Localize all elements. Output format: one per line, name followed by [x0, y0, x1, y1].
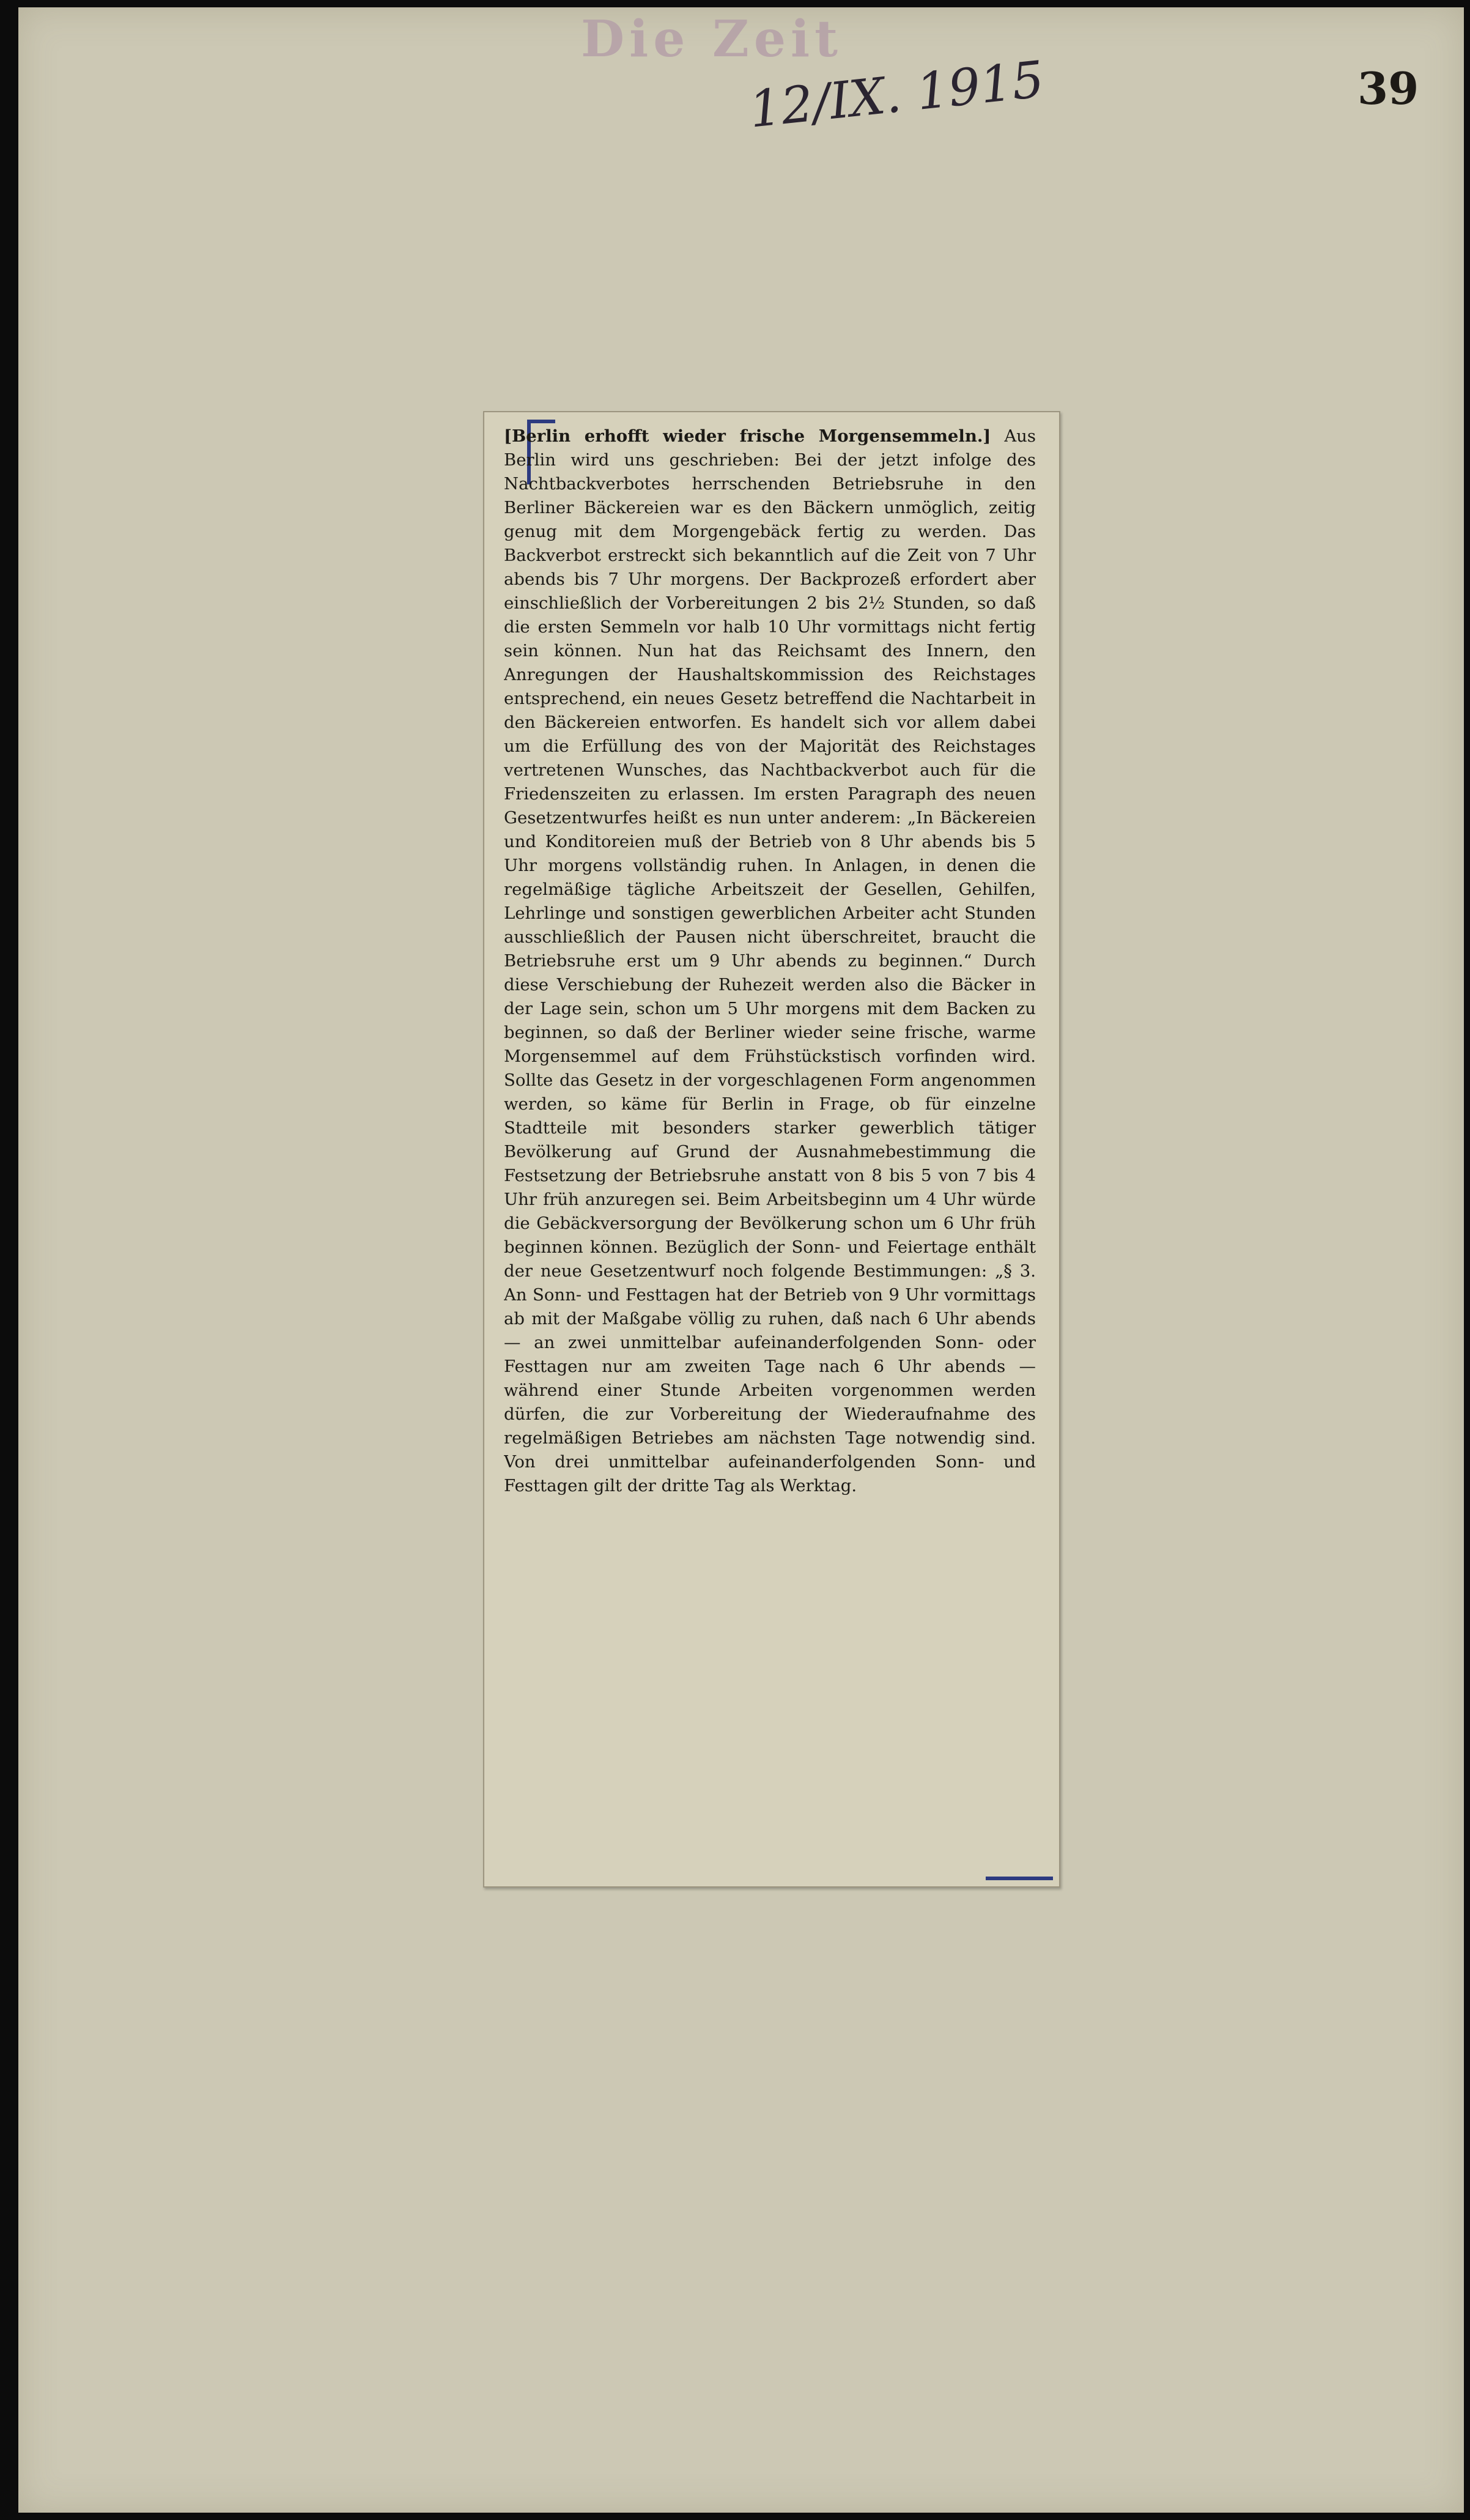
article-headline: [Berlin erhofft wieder frische Morgensemmeln.]	[504, 426, 991, 446]
handwritten-date: 12/IX. 1915	[746, 50, 1047, 139]
newspaper-stamp: Die Zeit	[581, 10, 843, 69]
article-paragraph	[504, 424, 1036, 1498]
archive-sheet	[18, 7, 1464, 2513]
newspaper-clipping	[483, 411, 1060, 1888]
blue-pencil-underline	[986, 1877, 1053, 1880]
page-number: 39	[1357, 62, 1419, 114]
article-text	[504, 424, 1036, 1874]
article-body: Aus Berlin wird uns geschrieben: Bei der jetzt infolge des Nachtbackverbotes herrschenden Betriebsruhe in den Berliner Bäckereien war es den Bäckern unmöglich, zeitig genug mit dem Morgengebäck fertig zu werden. Das Backverbot erstreckt sich bekanntlich auf die Zeit von 7 Uhr abends bis 7 Uhr morgens. Der Backprozeß erfordert aber einschließlich der Vorbereitungen 2 bis 2½ Stunden, so daß die ersten Semmeln vor halb 10 Uhr vormittags nicht fertig sein können. Nun hat das Reichsamt des Innern, den Anregungen der Haushaltskommission des Reichstages entsprechend, ein neues Gesetz betreffend die Nachtarbeit in den Bäckereien entworfen. Es handelt sich vor allem dabei um die Erfüllung des von der Majorität des Reichstages vertretenen Wunsches, das Nachtbackverbot auch für die Friedenszeiten zu erlassen. Im ersten Paragraph des neuen Gesetzentwurfes heißt es nun unter anderem: „In Bäckereien und Konditoreien muß der Betrieb von 8 Uhr abends bis 5 Uhr morgens vollständig ruhen. In Anlagen, in denen die regelmäßige tägliche Arbeitszeit der Gesellen, Gehilfen, Lehrlinge und sonstigen gewerblichen Arbeiter acht Stunden ausschließlich der Pausen nicht überschreitet, braucht die Betriebsruhe erst um 9 Uhr abends zu beginnen.“ Durch diese Verschiebung der Ruhezeit werden also die Bäcker in der Lage sein, schon um 5 Uhr morgens mit dem Backen zu beginnen, so daß der Berliner wieder seine frische, warme Morgensemmel auf dem Frühstückstisch vorfinden wird. Sollte das Gesetz in der vorgeschlagenen Form angenommen werden, so käme für Berlin in Frage, ob für einzelne Stadtteile mit besonders starker gewerblich tätiger Bevölkerung auf Grund der Ausnahmebestimmung die Festsetzung der Betriebsruhe anstatt von 8 bis 5 von 7 bis 4 Uhr früh anzuregen sei. Beim Arbeitsbeginn um 4 Uhr würde die Gebäckversorgung der Bevölkerung schon um 6 Uhr früh beginnen können. Bezüglich der Sonn- und Feiertage enthält der neue Gesetzentwurf noch folgende Bestimmungen: „§ 3. An Sonn- und Festtagen hat der Betrieb von 9 Uhr vormittags ab mit der Maßgabe völlig zu ruhen, daß nach 6 Uhr abends — an zwei unmittelbar aufeinanderfolgenden Sonn- oder Festtagen nur am zweiten Tage nach 6 Uhr abends — während einer Stunde Arbeiten vorgenommen werden dürfen, die zur Vorbereitung der Wiederaufnahme des regelmäßigen Betriebes am nächsten Tage notwendig sind. Von drei unmittelbar aufeinanderfolgenden Sonn- und Festtagen gilt der dritte Tag als Werktag.	[504, 426, 1036, 1495]
